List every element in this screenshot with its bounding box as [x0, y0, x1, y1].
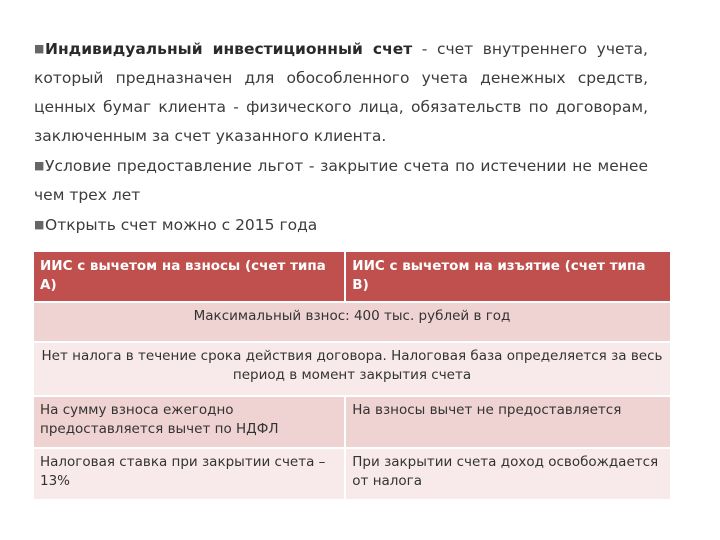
- open-since-text: Открыть счет можно с 2015 года: [45, 216, 318, 234]
- iis-comparison-table: [34, 252, 672, 501]
- bullet-list: [34, 34, 648, 240]
- bullet-open-since: [34, 210, 648, 240]
- bullet-marker-icon: ■: [34, 159, 45, 172]
- deduction-type-a-cell: На сумму взноса ежегодно предоставляется вычет по НДФЛ: [34, 397, 346, 449]
- table-row: [34, 303, 672, 343]
- no-tax-cell: Нет налога в течение срока действия договора. Налоговая база определяется за весь период в момент закрытия счета: [34, 343, 672, 397]
- table-row: [34, 343, 672, 397]
- header-type-a: ИИС с вычетом на взносы (счет типа А): [34, 252, 346, 303]
- iis-term: Индивидуальный инвестиционный счет: [45, 40, 413, 58]
- table-row: [34, 449, 672, 501]
- table-row: [34, 397, 672, 449]
- rate-type-b-cell: При закрытии счета доход освобождается от налога: [346, 449, 672, 501]
- iis-comparison-table-wrap: [34, 252, 672, 501]
- benefit-condition-text: Условие предоставление льгот - закрытие счета по истечении не менее чем трех лет: [34, 157, 648, 204]
- bullet-marker-icon: ■: [34, 42, 45, 55]
- rate-type-a-cell: Налоговая ставка при закрытии счета – 13%: [34, 449, 346, 501]
- header-type-b: ИИС с вычетом на изъятие (счет типа В): [346, 252, 672, 303]
- bullet-iis-definition: [34, 34, 648, 151]
- table-header-row: [34, 252, 672, 303]
- max-contribution-cell: Максимальный взнос: 400 тыс. рублей в год: [34, 303, 672, 343]
- bullet-marker-icon: ■: [34, 218, 45, 231]
- bullet-benefit-condition: [34, 151, 648, 210]
- deduction-type-b-cell: На взносы вычет не предоставляется: [346, 397, 672, 449]
- iis-definition-text: - счет внутреннего учета, который предназначен для обособленного учета денежных средств, ценных бумаг клиента - физического лица, обязательств по договорам, заключенным за счет указанного клиента.: [34, 40, 648, 145]
